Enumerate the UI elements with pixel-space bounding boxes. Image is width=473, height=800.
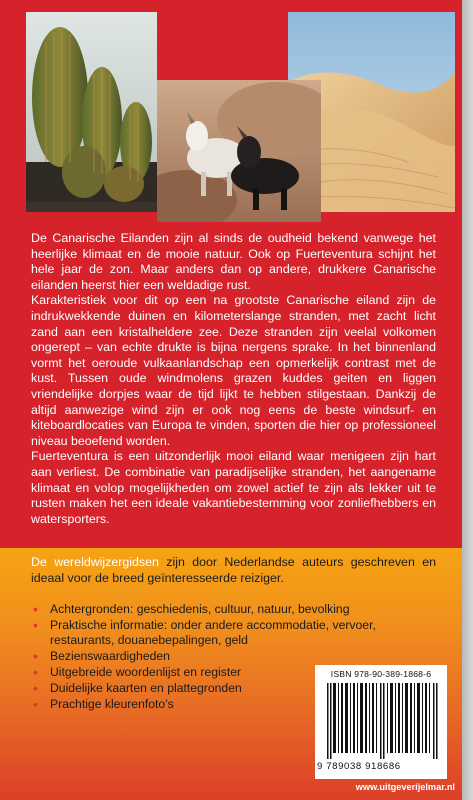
intro-paragraph: De Canarische Eilanden zijn al sinds de oudheid bekend vanwege het heerlijke klimaat en de mooie natuur. Ook op Fuerteventura schijnt het hele jaar de zon. Maar anders dan op andere, drukkere Canarische eilanden heerst hier een weldadige rust. xyxy=(31,231,436,292)
series-tagline: zijn door Nederlandse auteurs geschreven en ideaal voor de breed geïnteresseerde reiziger. xyxy=(31,555,436,585)
barcode-digits: 9 789038 918686 xyxy=(317,761,401,772)
cactus-photo xyxy=(26,12,157,212)
series-brand: De wereldwijzergidsen xyxy=(31,555,159,569)
goats-photo xyxy=(157,80,321,222)
feature-label: Uitgebreide woordenlijst en register xyxy=(50,665,242,680)
bullet-icon: • xyxy=(33,648,38,665)
isbn-barcode-box xyxy=(315,665,447,779)
feature-label: Achtergronden: geschiedenis, cultuur, natuur, bevolking xyxy=(50,602,350,616)
intro-paragraph: Karakteristiek voor dit op een na grootste Canarische eiland zijn de indrukwekkende duinen en kilometerslange stranden, met zacht licht zand aan een kristalheldere zee. Deze stranden zijn veelal volkomen ongerept – van echte drukte is bijna nergens sprake. In het binnenland vormt het oeroude vulkaanlandschap een opmerkelijk contrast met de kust. Tussen oude windmolens grazen kuddes geiten en liggen vriendelijke dorpjes waar de tijd lijkt te hebben stilgestaan. Dankzij de altijd aanwezige wind zijn er ook nog eens de beste windsurf- en kiteboardlocaties van Europa te vinden, sporten die hier op professioneel niveau beoefend worden. xyxy=(31,293,436,448)
feature-label: Duidelijke kaarten en plattegronden xyxy=(50,681,242,696)
intro-text xyxy=(31,231,436,527)
bullet-icon: • xyxy=(33,680,38,697)
series-description xyxy=(31,555,436,587)
bullet-icon: • xyxy=(33,664,38,681)
photo-collage xyxy=(26,12,455,222)
isbn-label: ISBN 978-90-389-1868-6 xyxy=(330,669,432,679)
intro-paragraph: Fuerteventura is een uitzonderlijk mooi eiland waar menigeen zijn hart aan verliest. De combinatie van paradijselijke stranden, het aangename klimaat en volop mogelijkheden om zowel actief te zijn als lekker uit te rusten maken het een ideale vakantiebestemming voor zonliefhebbers en watersporters. xyxy=(31,449,436,526)
feature-label: Bezienswaardigheden xyxy=(50,649,170,664)
feature-item xyxy=(31,618,436,649)
publisher-website[interactable]: www.uitgeverijelmar.nl xyxy=(355,782,455,792)
feature-label: Praktische informatie: onder andere accommodatie, vervoer, restaurants, douanebepalingen, geld xyxy=(50,617,376,648)
page-edge xyxy=(462,0,473,800)
feature-item xyxy=(31,649,436,664)
feature-item xyxy=(31,602,436,617)
barcode-icon xyxy=(327,683,439,759)
bullet-icon: • xyxy=(33,601,38,617)
bullet-icon: • xyxy=(33,616,38,633)
feature-label: Prachtige kleurenfoto’s xyxy=(50,696,174,711)
bullet-icon: • xyxy=(33,695,38,712)
